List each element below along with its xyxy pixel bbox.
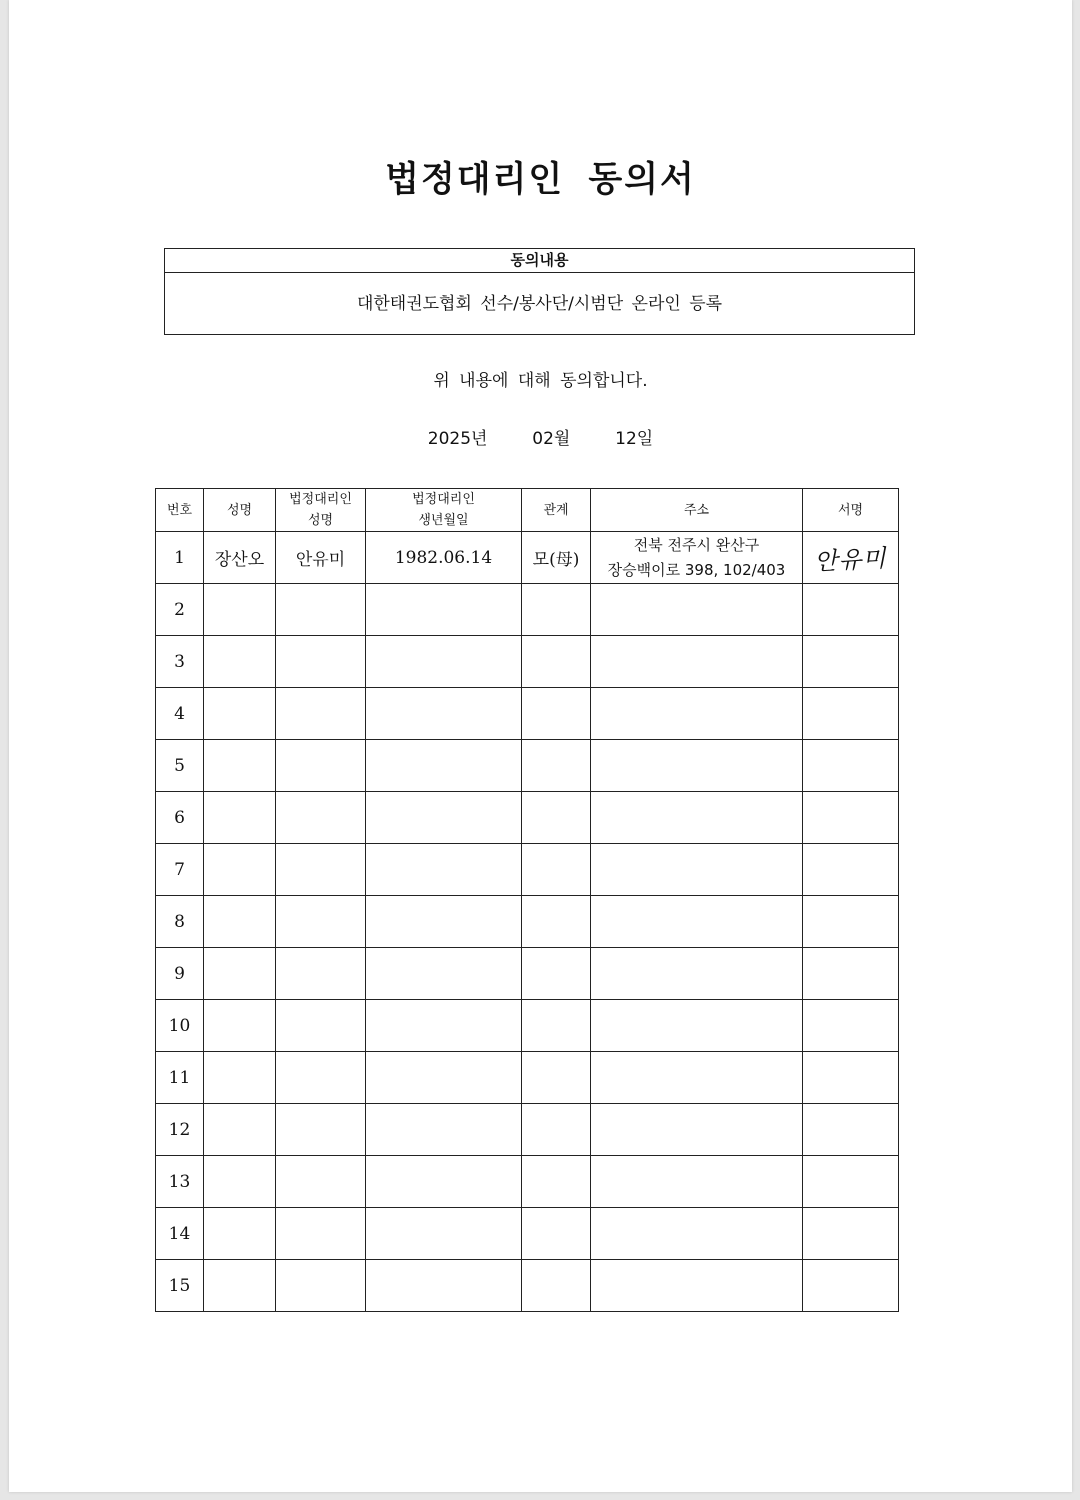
cell-address	[591, 688, 803, 740]
cell-name: 장산오	[204, 532, 276, 584]
cell-address	[591, 1156, 803, 1208]
cell-signature	[803, 1104, 899, 1156]
cell-relation: 모(母)	[522, 532, 591, 584]
cell-no: 7	[156, 844, 204, 896]
cell-guardian	[276, 844, 366, 896]
cell-address	[591, 896, 803, 948]
cell-birth	[366, 636, 522, 688]
cell-name	[204, 948, 276, 1000]
table-header-row	[156, 489, 899, 532]
cell-birth	[366, 584, 522, 636]
cell-address	[591, 792, 803, 844]
cell-no: 10	[156, 1000, 204, 1052]
cell-relation	[522, 1000, 591, 1052]
cell-no: 1	[156, 532, 204, 584]
header-guardian-birth-line2: 생년월일	[418, 513, 469, 528]
date-month: 02월	[532, 429, 571, 449]
cell-name	[204, 636, 276, 688]
table-row	[156, 792, 899, 844]
table-row	[156, 584, 899, 636]
header-guardian-name-line1: 법정대리인	[289, 492, 352, 507]
cell-no: 11	[156, 1052, 204, 1104]
cell-guardian	[276, 740, 366, 792]
cell-no: 15	[156, 1260, 204, 1312]
guardian-roster-table	[155, 488, 899, 1312]
cell-no: 9	[156, 948, 204, 1000]
table-row	[156, 1156, 899, 1208]
cell-guardian	[276, 896, 366, 948]
cell-address-line2: 장승백이로 398, 102/403	[607, 560, 786, 579]
table-row	[156, 948, 899, 1000]
table-row	[156, 532, 899, 584]
cell-birth	[366, 1052, 522, 1104]
cell-address	[591, 1104, 803, 1156]
cell-no: 12	[156, 1104, 204, 1156]
table-row	[156, 740, 899, 792]
cell-guardian	[276, 1104, 366, 1156]
table-row	[156, 1104, 899, 1156]
cell-signature	[803, 948, 899, 1000]
cell-guardian	[276, 1000, 366, 1052]
cell-signature	[803, 740, 899, 792]
header-no: 번호	[156, 489, 204, 532]
cell-guardian	[276, 584, 366, 636]
table-row	[156, 636, 899, 688]
cell-address	[591, 532, 803, 584]
cell-relation	[522, 1208, 591, 1260]
cell-guardian	[276, 1156, 366, 1208]
cell-relation	[522, 1104, 591, 1156]
cell-relation	[522, 792, 591, 844]
header-guardian-birth-line1: 법정대리인	[412, 492, 475, 507]
cell-relation	[522, 1156, 591, 1208]
document-title: 법정대리인 동의서	[385, 160, 696, 200]
cell-birth	[366, 896, 522, 948]
cell-signature	[803, 896, 899, 948]
cell-relation	[522, 1052, 591, 1104]
cell-signature	[803, 532, 899, 584]
cell-birth	[366, 740, 522, 792]
cell-relation	[522, 636, 591, 688]
cell-signature	[803, 636, 899, 688]
cell-signature	[803, 1052, 899, 1104]
cell-birth	[366, 1104, 522, 1156]
header-guardian-name-line2: 성명	[307, 513, 334, 528]
date-day: 12일	[615, 429, 654, 449]
cell-address	[591, 1260, 803, 1312]
cell-signature	[803, 1208, 899, 1260]
header-signature: 서명	[803, 489, 899, 532]
cell-birth	[366, 792, 522, 844]
cell-no: 8	[156, 896, 204, 948]
cell-relation	[522, 948, 591, 1000]
table-row	[156, 1208, 899, 1260]
cell-guardian	[276, 1260, 366, 1312]
cell-no: 14	[156, 1208, 204, 1260]
date-year: 2025년	[427, 429, 488, 449]
cell-name	[204, 1052, 276, 1104]
cell-birth	[366, 1260, 522, 1312]
cell-address	[591, 1052, 803, 1104]
cell-address	[591, 1000, 803, 1052]
cell-signature	[803, 1000, 899, 1052]
cell-signature	[803, 584, 899, 636]
handwritten-signature: 안유미	[813, 544, 888, 576]
cell-signature	[803, 792, 899, 844]
table-row	[156, 896, 899, 948]
header-address: 주소	[591, 489, 803, 532]
document-date	[9, 424, 1072, 449]
cell-signature	[803, 688, 899, 740]
cell-no: 6	[156, 792, 204, 844]
cell-address-line1: 전북 전주시 완산구	[633, 535, 760, 554]
cell-guardian	[276, 688, 366, 740]
cell-name	[204, 688, 276, 740]
cell-birth: 1982.06.14	[366, 532, 522, 584]
cell-name	[204, 740, 276, 792]
cell-birth	[366, 1156, 522, 1208]
cell-address	[591, 948, 803, 1000]
cell-address	[591, 844, 803, 896]
cell-address	[591, 740, 803, 792]
cell-no: 3	[156, 636, 204, 688]
cell-signature	[803, 1260, 899, 1312]
table-row	[156, 844, 899, 896]
header-guardian-name	[276, 489, 366, 532]
cell-name	[204, 1260, 276, 1312]
cell-relation	[522, 896, 591, 948]
cell-guardian	[276, 1208, 366, 1260]
header-relation: 관계	[522, 489, 591, 532]
header-guardian-birth	[366, 489, 522, 532]
cell-guardian: 안유미	[276, 532, 366, 584]
cell-name	[204, 1000, 276, 1052]
table-row	[156, 1260, 899, 1312]
cell-relation	[522, 1260, 591, 1312]
cell-birth	[366, 1000, 522, 1052]
cell-birth	[366, 688, 522, 740]
cell-name	[204, 844, 276, 896]
cell-birth	[366, 948, 522, 1000]
cell-birth	[366, 1208, 522, 1260]
cell-address	[591, 1208, 803, 1260]
cell-guardian	[276, 1052, 366, 1104]
cell-no: 13	[156, 1156, 204, 1208]
header-name: 성명	[204, 489, 276, 532]
cell-no: 2	[156, 584, 204, 636]
cell-birth	[366, 844, 522, 896]
cell-no: 4	[156, 688, 204, 740]
cell-name	[204, 584, 276, 636]
cell-address	[591, 584, 803, 636]
consent-box	[164, 248, 915, 335]
cell-relation	[522, 688, 591, 740]
consent-body: 대한태권도협회 선수/봉사단/시범단 온라인 등록	[356, 294, 723, 314]
cell-no: 5	[156, 740, 204, 792]
agreement-statement: 위 내용에 대해 동의합니다.	[433, 371, 648, 391]
cell-signature	[803, 844, 899, 896]
cell-relation	[522, 740, 591, 792]
cell-name	[204, 1208, 276, 1260]
cell-guardian	[276, 792, 366, 844]
table-row	[156, 1000, 899, 1052]
cell-relation	[522, 844, 591, 896]
cell-signature	[803, 1156, 899, 1208]
cell-guardian	[276, 948, 366, 1000]
consent-header: 동의내용	[165, 249, 914, 273]
table-row	[156, 688, 899, 740]
cell-name	[204, 896, 276, 948]
cell-guardian	[276, 636, 366, 688]
cell-name	[204, 1156, 276, 1208]
cell-relation	[522, 584, 591, 636]
table-row	[156, 1052, 899, 1104]
cell-address	[591, 636, 803, 688]
cell-name	[204, 792, 276, 844]
cell-name	[204, 1104, 276, 1156]
